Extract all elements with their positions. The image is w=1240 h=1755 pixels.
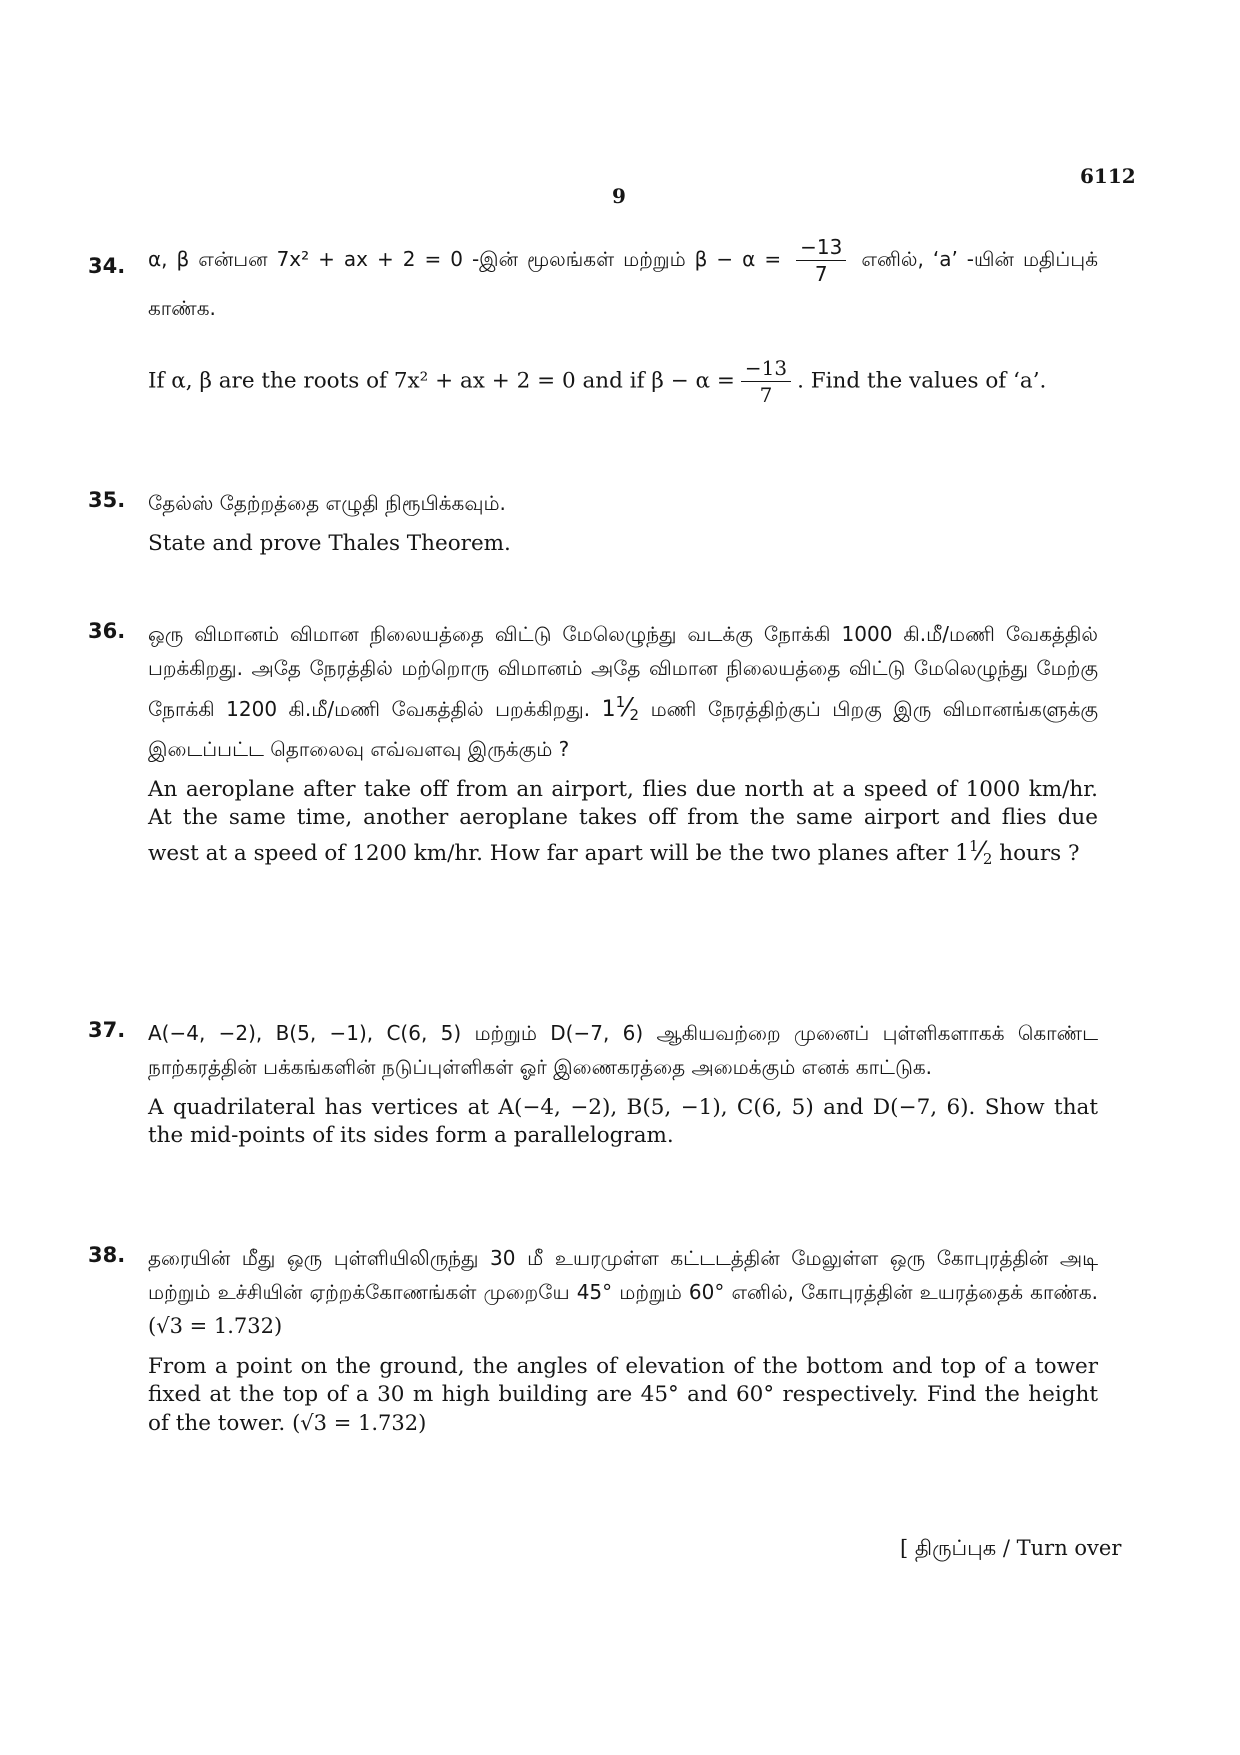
question-35 <box>88 486 1098 558</box>
sqrt-note: (√3 = 1.732) <box>148 1314 283 1338</box>
fraction: $\frac{-13}{7}$ <box>796 236 846 285</box>
tamil-text: α, β என்பன 7x² + ax + 2 = 0 -இன் மூலங்கள் மற்றும் β − α = $\frac{-13}{7}$ எனில், ‘a’ -யின் மதிப்புக் காண்க. <box>148 235 1098 320</box>
english-text: A quadrilateral has vertices at A(−4, −2), B(5, −1), C(6, 5) and D(−7, 6). Show that the mid-points of its sides form a parallelogram. <box>148 1095 1098 1148</box>
tamil-text: தேல்ஸ் தேற்றத்தை எழுதி நிரூபிக்கவும். <box>148 491 506 515</box>
page-code: 6112 <box>1080 164 1136 188</box>
sqrt-note: (√3 = 1.732) <box>292 1411 427 1435</box>
question-number: 35. <box>88 488 126 512</box>
turn-over-note: [ திருப்புக / Turn over <box>900 1536 1122 1560</box>
english-text: If α, β are the roots of 7x² + ax + 2 = 0 and if β − α = $\frac{-13}{7}$ . Find the values of ‘a’. <box>148 356 1047 407</box>
mixed-fraction: $1^1⁄_2$ <box>601 693 640 724</box>
english-text: From a point on the ground, the angles of elevation of the bottom and top of a tower fixed at the top of a 30 m high building are 45° and 60° respectively. Find the height of the tower. (√3 = 1.732) <box>148 1354 1098 1436</box>
english-text: State and prove Thales Theorem. <box>148 531 511 556</box>
question-number: 36. <box>88 619 126 643</box>
question-34 <box>88 236 1098 406</box>
tamil-text: ஒரு விமானம் விமான நிலையத்தை விட்டு மேலெழுந்து வடக்கு நோக்கி 1000 கி.மீ/மணி வேகத்தில் பறக்கிறது. அதே நேரத்தில் மற்றொரு விமானம் அதே விமான நிலையத்தை விட்டு மேலெழுந்து மேற்கு நோக்கி 1200 கி.மீ/மணி வேகத்தில் பறக்கிறது. $1^1⁄_2$ மணி நேரத்திற்குப் பிறகு இரு விமானங்களுக்கு இடைப்பட்ட தொலைவு எவ்வளவு இருக்கும் ? <box>148 622 1099 761</box>
mixed-fraction: $1^1⁄_2$ <box>954 837 993 868</box>
english-text: An aeroplane after take off from an airport, flies due north at a speed of 1000 km/hr. At the same time, another aeroplane takes off from the same airport and flies due west at a speed of 1200 km/hr. How far apart will be the two planes after $1^1⁄_2$ hours ? <box>148 777 1098 868</box>
page-number: 9 <box>612 184 626 208</box>
tamil-text: தரையின் மீது ஒரு புள்ளியிலிருந்து 30 மீ உயரமுள்ள கட்டடத்தின் மேலுள்ள ஒரு கோபுரத்தின் அடி மற்றும் உச்சியின் ஏற்றக்கோணங்கள் முறையே 45° மற்றும் 60° எனில், கோபுரத்தின் உயரத்தைக் காண்க. (√3 = 1.732) <box>148 1246 1098 1338</box>
question-36 <box>88 617 1098 873</box>
fraction: $\frac{-13}{7}$ <box>741 357 791 406</box>
question-number: 37. <box>88 1018 126 1042</box>
question-number: 38. <box>88 1243 126 1267</box>
tamil-text: A(−4, −2), B(5, −1), C(6, 5) மற்றும் D(−7, 6) ஆகியவற்றை முனைப் புள்ளிகளாகக் கொண்ட நாற்கரத்தின் பக்கங்களின் நடுப்புள்ளிகள் ஓர் இணைகரத்தை அமைக்கும் எனக் காட்டுக. <box>148 1021 1098 1079</box>
question-37 <box>88 1016 1098 1150</box>
question-number: 34. <box>88 254 126 278</box>
question-38 <box>88 1241 1098 1438</box>
